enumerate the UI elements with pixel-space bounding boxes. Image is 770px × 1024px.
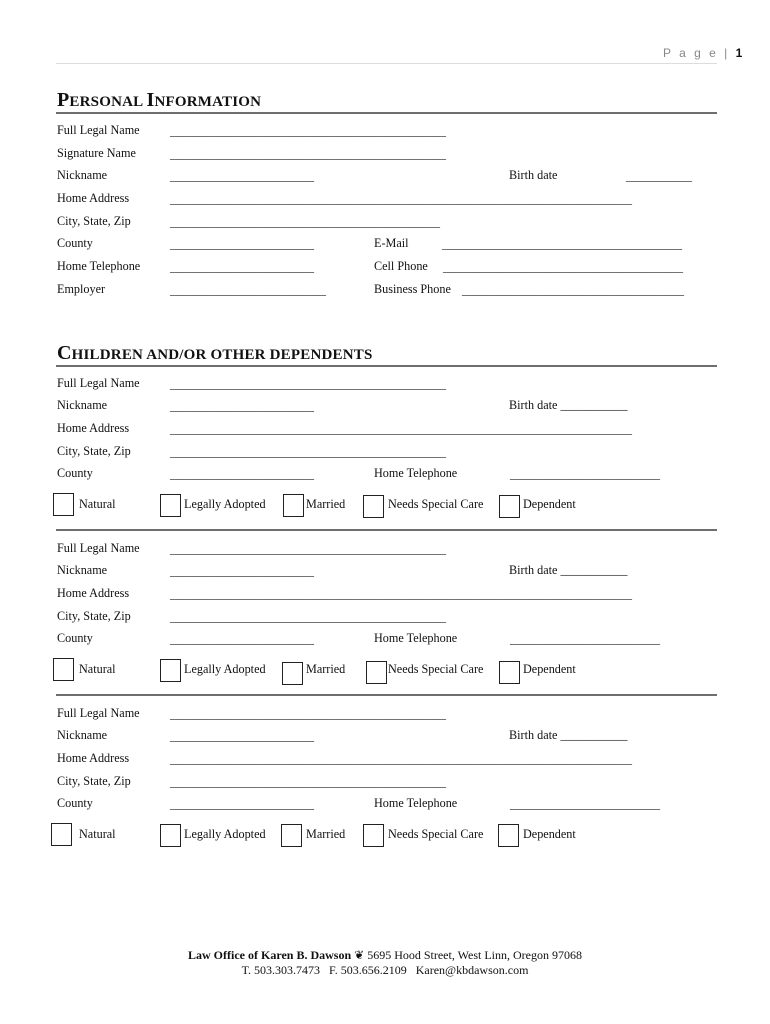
label-email: E-Mail <box>374 236 409 250</box>
label-home-address: Home Address <box>57 191 130 205</box>
footer-address: 5695 Hood Street, West Linn, Oregon 97068 <box>367 948 582 962</box>
footer-line-1 <box>0 948 770 963</box>
field-home-telephone[interactable]: _________________________ <box>510 632 660 646</box>
label-home-telephone: Home Telephone <box>374 796 458 810</box>
checkbox-married[interactable] <box>282 662 303 685</box>
label-full-legal-name: Full Legal Name <box>57 123 140 137</box>
field-home-telephone[interactable]: _________________________ <box>510 467 660 481</box>
dependent-divider-2 <box>56 694 717 696</box>
checkbox-label-needs-special-care: Needs Special Care <box>388 827 484 841</box>
checkbox-married[interactable] <box>281 824 302 847</box>
label-business-phone: Business Phone <box>374 282 451 296</box>
label-home-telephone: Home Telephone <box>374 466 458 480</box>
field-signature-name[interactable]: ______________________________________________ <box>170 147 446 161</box>
checkbox-label-dependent: Dependent <box>523 497 576 511</box>
checkbox-label-dependent: Dependent <box>523 827 576 841</box>
field-full-legal-name[interactable]: ______________________________________________ <box>170 377 446 391</box>
field-county[interactable]: ________________________ <box>170 632 314 646</box>
label-full-legal-name: Full Legal Name <box>57 376 140 390</box>
label-county: County <box>57 631 93 645</box>
checkbox-needs-special-care[interactable] <box>363 824 384 847</box>
checkbox-natural[interactable] <box>53 658 74 681</box>
field-home-address[interactable]: _____________________________________________________________________________ <box>170 422 632 436</box>
field-birth-date[interactable]: Birth date ___________ <box>509 728 628 742</box>
field-city-state-zip[interactable]: ______________________________________________ <box>170 775 446 789</box>
checkbox-married[interactable] <box>283 494 304 517</box>
checkbox-dependent[interactable] <box>498 824 519 847</box>
label-home-address: Home Address <box>57 586 130 600</box>
field-full-legal-name[interactable]: ______________________________________________ <box>170 124 446 138</box>
label-nickname: Nickname <box>57 168 108 182</box>
field-full-legal-name[interactable]: ______________________________________________ <box>170 542 446 556</box>
label-home-telephone: Home Telephone <box>374 631 458 645</box>
checkbox-natural[interactable] <box>51 823 72 846</box>
field-birth-date[interactable]: Birth date ___________ <box>509 563 628 577</box>
checkbox-label-legally-adopted: Legally Adopted <box>184 662 266 676</box>
field-city-state-zip[interactable]: _____________________________________________ <box>170 215 440 229</box>
label-county: County <box>57 796 93 810</box>
field-county[interactable]: ________________________ <box>170 797 314 811</box>
label-city-state-zip: City, State, Zip <box>57 214 131 228</box>
checkbox-dependent[interactable] <box>499 495 520 518</box>
field-email[interactable]: ________________________________________ <box>442 237 682 251</box>
checkbox-legally-adopted[interactable] <box>160 494 181 517</box>
checkbox-label-natural: Natural <box>79 662 116 676</box>
checkbox-label-married: Married <box>306 662 346 676</box>
label-nickname: Nickname <box>57 728 108 742</box>
field-city-state-zip[interactable]: ______________________________________________ <box>170 610 446 624</box>
checkbox-label-married: Married <box>306 827 346 841</box>
checkbox-label-natural: Natural <box>79 497 116 511</box>
field-home-telephone[interactable]: _________________________ <box>510 797 660 811</box>
section-title-children: CHILDREN AND/OR OTHER DEPENDENTS <box>57 342 373 364</box>
checkbox-needs-special-care[interactable] <box>363 495 384 518</box>
footer-firm-name: Law Office of Karen B. Dawson <box>188 948 352 962</box>
checkbox-label-dependent: Dependent <box>523 662 576 676</box>
checkbox-label-legally-adopted: Legally Adopted <box>184 827 266 841</box>
label-home-telephone: Home Telephone <box>57 259 141 273</box>
page-number <box>663 46 742 60</box>
label-birth-date: Birth date <box>509 168 558 182</box>
label-county: County <box>57 466 93 480</box>
label-nickname: Nickname <box>57 563 108 577</box>
checkbox-label-married: Married <box>306 497 346 511</box>
field-full-legal-name[interactable]: ______________________________________________ <box>170 707 446 721</box>
section-rule-personal <box>56 112 717 114</box>
field-nickname[interactable]: ________________________ <box>170 169 314 183</box>
field-business-phone[interactable]: _____________________________________ <box>462 283 684 297</box>
field-birth-date[interactable]: Birth date ___________ <box>509 398 628 412</box>
checkbox-label-needs-special-care: Needs Special Care <box>388 497 484 511</box>
field-home-address[interactable]: _____________________________________________________________________________ <box>170 752 632 766</box>
field-city-state-zip[interactable]: ______________________________________________ <box>170 445 446 459</box>
checkbox-natural[interactable] <box>53 493 74 516</box>
checkbox-label-legally-adopted: Legally Adopted <box>184 497 266 511</box>
checkbox-needs-special-care[interactable] <box>366 661 387 684</box>
footer-contact-line: T. 503.303.7473 F. 503.656.2109 Karen@kbdawson.com <box>241 963 529 977</box>
label-nickname: Nickname <box>57 398 108 412</box>
field-cell-phone[interactable]: ________________________________________ <box>443 260 683 274</box>
header-divider <box>56 63 717 64</box>
section-title-personal: PERSONAL INFORMATION <box>57 89 262 111</box>
field-county[interactable]: ________________________ <box>170 467 314 481</box>
label-signature-name: Signature Name <box>57 146 136 160</box>
page-number-label: P a g e | <box>663 46 730 60</box>
label-home-address: Home Address <box>57 421 130 435</box>
checkbox-dependent[interactable] <box>499 661 520 684</box>
field-home-telephone[interactable]: ________________________ <box>170 260 314 274</box>
label-county: County <box>57 236 93 250</box>
field-home-address[interactable]: _____________________________________________________________________________ <box>170 587 632 601</box>
leaf-ornament-icon: ❦ <box>354 948 365 962</box>
field-nickname[interactable]: ________________________ <box>170 564 314 578</box>
field-nickname[interactable]: ________________________ <box>170 729 314 743</box>
label-full-legal-name: Full Legal Name <box>57 706 140 720</box>
section-rule-children <box>56 365 717 367</box>
label-city-state-zip: City, State, Zip <box>57 609 131 623</box>
checkbox-label-needs-special-care: Needs Special Care <box>388 662 484 676</box>
field-county[interactable]: ________________________ <box>170 237 314 251</box>
checkbox-legally-adopted[interactable] <box>160 659 181 682</box>
dependent-divider-1 <box>56 529 717 531</box>
page-number-value: 1 <box>735 46 743 60</box>
label-home-address: Home Address <box>57 751 130 765</box>
field-birth-date[interactable]: ___________ <box>626 169 692 183</box>
label-full-legal-name: Full Legal Name <box>57 541 140 555</box>
checkbox-label-natural: Natural <box>79 827 116 841</box>
field-nickname[interactable]: ________________________ <box>170 399 314 413</box>
label-city-state-zip: City, State, Zip <box>57 444 131 458</box>
checkbox-legally-adopted[interactable] <box>160 824 181 847</box>
label-cell-phone: Cell Phone <box>374 259 428 273</box>
field-employer[interactable]: __________________________ <box>170 283 326 297</box>
field-home-address[interactable]: _____________________________________________________________________________ <box>170 192 632 206</box>
label-city-state-zip: City, State, Zip <box>57 774 131 788</box>
label-employer: Employer <box>57 282 106 296</box>
